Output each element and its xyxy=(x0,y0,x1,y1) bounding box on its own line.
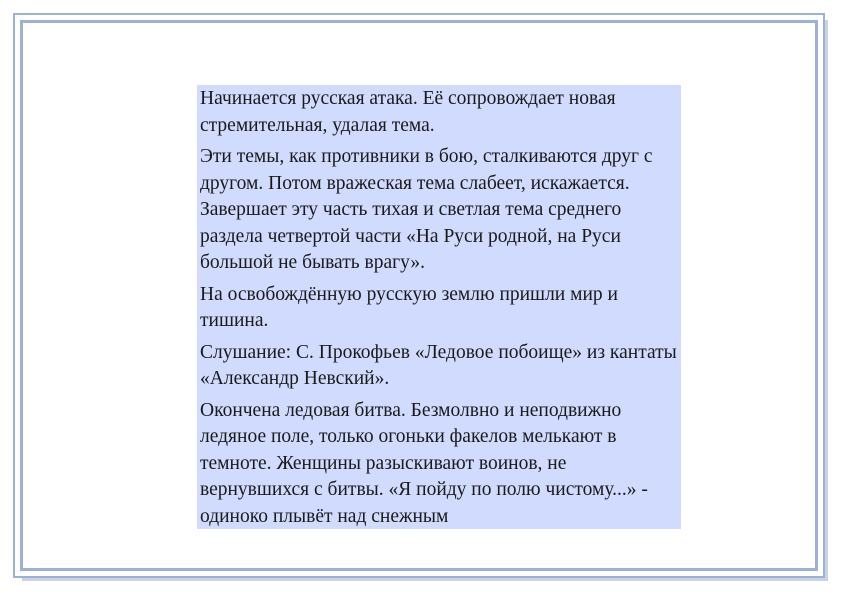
paragraph-peace: На освобождённую русскую землю пришли мир и тишина. xyxy=(200,283,618,331)
text-box xyxy=(197,85,681,529)
paragraph-themes-clash: Эти темы, как противники в бою, сталкиваются друг с другом. Потом вражеская тема слабеет, искажается. Завершает эту часть тихая и светлая тема среднего раздела четвертой части «На Руси родной, на Руси большой не бывать врагу». xyxy=(200,146,653,273)
paragraph-battle-over: Окончена ледовая битва. Безмолвно и неподвижно ледяное поле, только огоньки факелов мелькают в темноте. Женщины разыскивают воинов, не вернувшихся с битвы. «Я пойду по полю чистому...» - одиноко плывёт над снежным xyxy=(200,399,648,527)
paragraph-russian-attack: Начинается русская атака. Её сопровождает новая стремительная, удалая тема. xyxy=(200,88,616,136)
paragraph-listening: Слушание: С. Прокофьев «Ледовое побоище» из кантаты «Александр Невский». xyxy=(200,341,677,389)
